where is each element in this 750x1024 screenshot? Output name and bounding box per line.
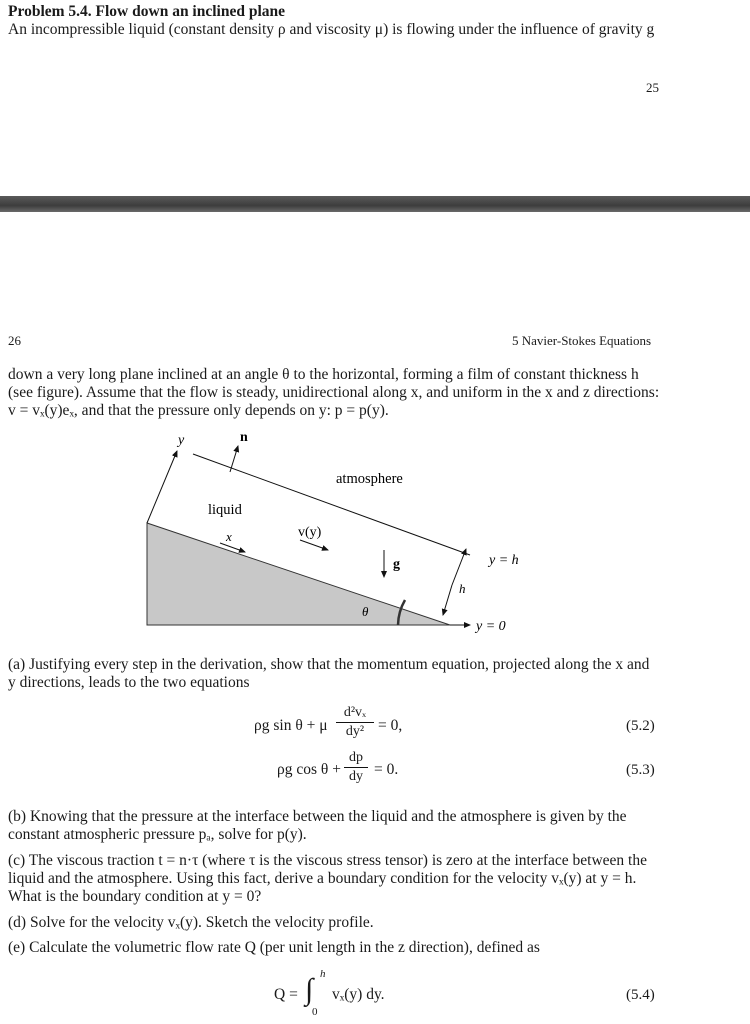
- label-y-axis: y: [178, 433, 185, 448]
- label-y-eq-0: y = 0: [476, 619, 506, 634]
- label-theta: θ: [362, 604, 369, 619]
- paragraph-line-3: v = vₓ(y)eₓ, and that the pressure only depends on y: p = p(y).: [8, 402, 389, 419]
- paragraph-line-1: down a very long plane inclined at an angle θ to the horizontal, forming a film of constant thickness h: [8, 366, 639, 383]
- integral-sign: ∫: [305, 973, 314, 1006]
- label-liquid: liquid: [208, 502, 242, 518]
- running-header: 5 Navier-Stokes Equations: [512, 333, 652, 348]
- part-c-line-3: What is the boundary condition at y = 0?: [8, 888, 262, 905]
- y-axis-arrow: [147, 451, 177, 523]
- label-y-eq-h: y = h: [489, 553, 519, 568]
- part-d-line-1: (d) Solve for the velocity vₓ(y). Sketch the velocity profile.: [8, 914, 374, 931]
- eq-5-2-lhs: ρg sin θ + μ: [254, 717, 328, 734]
- eq-5-2-number: (5.2): [626, 718, 655, 734]
- fraction-bar: [336, 722, 374, 723]
- label-velocity: v(y): [298, 525, 322, 540]
- fraction-bar: [344, 767, 368, 768]
- eq-5-2-denominator: dy²: [345, 724, 365, 739]
- eq-5-4-upper-limit: h: [320, 968, 326, 980]
- eq-5-3-lhs: ρg cos θ +: [277, 761, 341, 778]
- page-number-bottom: 26: [8, 333, 21, 348]
- inclined-plane-figure: [0, 425, 750, 650]
- eq-5-2-rhs: = 0,: [378, 717, 403, 734]
- label-x: x: [226, 529, 232, 544]
- eq-5-3-denominator: dy: [349, 769, 363, 784]
- eq-5-4-number: (5.4): [626, 987, 655, 1003]
- label-n: n: [240, 430, 248, 445]
- eq-5-4-integrand: vₓ(y) dy.: [332, 986, 385, 1003]
- page-number-top: 25: [646, 80, 659, 95]
- problem-title: Problem 5.4. Flow down an inclined plane: [8, 3, 286, 20]
- label-atmosphere: atmosphere: [336, 471, 403, 487]
- thickness-arrow-up: [452, 549, 466, 585]
- part-c-line-1: (c) The viscous traction t = n·τ (where τ is the viscous stress tensor) is zero at the interface between the: [8, 852, 647, 869]
- eq-5-3-fraction: [344, 750, 368, 785]
- label-g: g: [393, 557, 400, 572]
- eq-5-3-number: (5.3): [626, 762, 655, 778]
- normal-n-arrow: [230, 446, 238, 472]
- eq-5-2-numerator: d²vₓ: [343, 705, 367, 720]
- part-a-line-1: (a) Justifying every step in the derivation, show that the momentum equation, projected along the x and: [8, 656, 650, 673]
- thickness-arrow-down: [443, 585, 452, 615]
- eq-5-3-rhs: = 0.: [374, 761, 399, 778]
- part-a-line-2: y directions, leads to the two equations: [8, 674, 250, 691]
- problem-intro: An incompressible liquid (constant density ρ and viscosity μ) is flowing under the influence of gravity g: [8, 21, 655, 38]
- eq-5-4-lhs: Q =: [274, 986, 298, 1003]
- page-divider: [0, 196, 750, 212]
- part-b-line-1: (b) Knowing that the pressure at the interface between the liquid and the atmosphere is given by the: [8, 808, 627, 825]
- eq-5-2-fraction: [336, 705, 374, 740]
- part-b-line-2: constant atmospheric pressure pₐ, solve for p(y).: [8, 826, 307, 843]
- label-h: h: [459, 581, 466, 596]
- eq-5-4-lower-limit: 0: [312, 1006, 318, 1018]
- paragraph-line-2: (see figure). Assume that the flow is steady, unidirectional along x, and uniform in the x and z directions:: [8, 384, 660, 401]
- eq-5-3-numerator: dp: [349, 750, 363, 765]
- velocity-arrow: [300, 540, 328, 550]
- part-c-line-2: liquid and the atmosphere. Using this fact, derive a boundary condition for the velocity vₓ(y) at y = h.: [8, 870, 637, 887]
- part-e-line-1: (e) Calculate the volumetric flow rate Q (per unit length in the z direction), defined as: [8, 939, 540, 956]
